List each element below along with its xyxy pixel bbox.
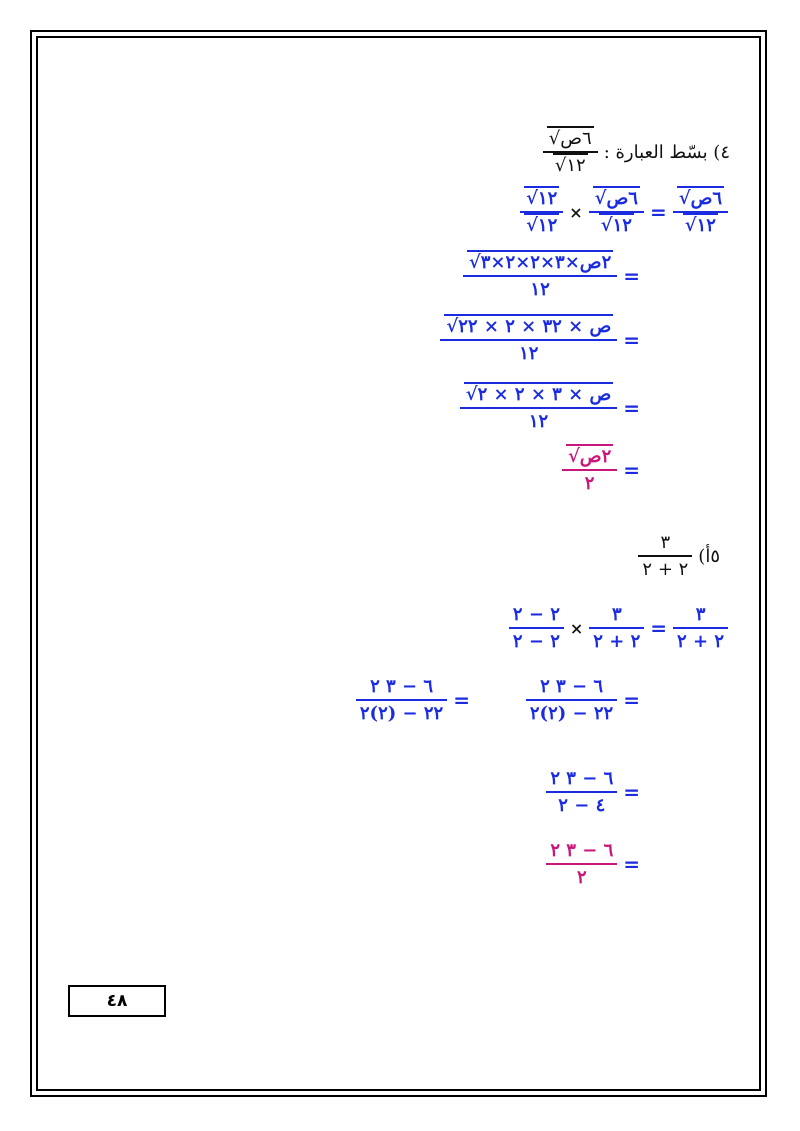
q5-step2-alt-num: ٦ − ٣ ٢ bbox=[370, 676, 434, 697]
q5-step2 bbox=[526, 676, 640, 724]
q5-step1-mid-num: ٣ bbox=[611, 604, 622, 625]
q4-step2-num: ٢ص×٣×٢×٢×٣ √ bbox=[467, 250, 613, 273]
q4-step1 bbox=[520, 188, 728, 236]
q4-given-num: ٦ص √ bbox=[547, 126, 594, 149]
q5-result bbox=[546, 840, 640, 888]
q4-step4-num: ص × ٣ × ٢ × ٢ √ bbox=[464, 382, 614, 405]
q5-step3 bbox=[546, 768, 640, 816]
q5-step1 bbox=[509, 604, 728, 652]
q5-step1-rhs-num: ٢ − ٢ bbox=[512, 604, 560, 625]
q4-step1-mid-num: ٦ص √ bbox=[593, 186, 640, 209]
q5-step2-alt-den: ٢٢ − (٢)٢ bbox=[359, 703, 444, 724]
q4-step1-lhs-den: ١٢ √ bbox=[683, 213, 718, 236]
equals-sign: = bbox=[623, 396, 640, 420]
q4-step3-num: ص × ٣٢ × ٢ × ٢٢ √ bbox=[444, 314, 613, 337]
q4-step3 bbox=[440, 316, 640, 364]
q4-step2-den: ١٢ bbox=[530, 279, 550, 300]
q5-step2-den: ٢٢ − (٢)٢ bbox=[529, 703, 614, 724]
equals-sign: = bbox=[623, 328, 640, 352]
q4-step1-rhs-den: ١٢ √ bbox=[524, 213, 559, 236]
page-number: ٤٨ bbox=[106, 991, 128, 1011]
q5-result-den: ٢ bbox=[576, 867, 587, 888]
q5-heading bbox=[638, 532, 720, 580]
q4-result bbox=[562, 446, 640, 494]
q4-result-den: ٢ bbox=[584, 473, 595, 494]
q5-step1-rhs-den: ٢ − ٢ bbox=[512, 631, 560, 652]
q4-label: ٤) بسّط العبارة : bbox=[603, 141, 730, 163]
q4-step1-rhs-num: ١٢ √ bbox=[524, 186, 559, 209]
q5-step1-mid-den: ٢ + ٢ bbox=[593, 631, 641, 652]
q4-step1-mid-den: ١٢ √ bbox=[599, 213, 634, 236]
equals-sign: = bbox=[623, 688, 640, 712]
q5-step2-alt bbox=[356, 676, 470, 724]
q4-given-den: ١٢ √ bbox=[553, 153, 588, 176]
times-sign: × bbox=[569, 618, 584, 638]
q5-step3-den: ٤ − ٢ bbox=[558, 795, 606, 816]
q4-heading bbox=[543, 128, 730, 176]
q5-step1-lhs-num: ٣ bbox=[695, 604, 706, 625]
q4-step4-den: ١٢ bbox=[528, 411, 549, 432]
equals-sign: = bbox=[623, 458, 640, 482]
q5-step2-num: ٦ − ٣ ٢ bbox=[540, 676, 604, 697]
q4-step2 bbox=[463, 252, 640, 300]
q5-step1-lhs-den: ٢ + ٢ bbox=[677, 631, 724, 652]
equals-sign: = bbox=[623, 852, 640, 876]
q5-given-den: ٢ + ٢ bbox=[642, 559, 689, 580]
q4-given-fraction bbox=[543, 128, 598, 176]
q4-step4 bbox=[460, 384, 640, 432]
times-sign: × bbox=[569, 202, 583, 222]
q5-step3-num: ٦ − ٣ ٢ bbox=[550, 768, 614, 789]
q5-result-num: ٦ − ٣ ٢ bbox=[550, 840, 614, 861]
equals-sign: = bbox=[453, 688, 470, 712]
page-number-box bbox=[68, 985, 166, 1017]
equals-sign: = bbox=[649, 200, 667, 224]
equals-sign: = bbox=[650, 616, 668, 640]
equals-sign: = bbox=[623, 780, 640, 804]
q5-given-num: ٣ bbox=[660, 532, 671, 553]
q5-label: ٥أ) bbox=[698, 545, 720, 567]
equals-sign: = bbox=[623, 264, 640, 288]
q4-result-num: ٢ص √ bbox=[566, 444, 613, 467]
q4-step1-lhs-num: ٦ص √ bbox=[677, 186, 724, 209]
q4-step3-den: ١٢ bbox=[519, 343, 539, 364]
